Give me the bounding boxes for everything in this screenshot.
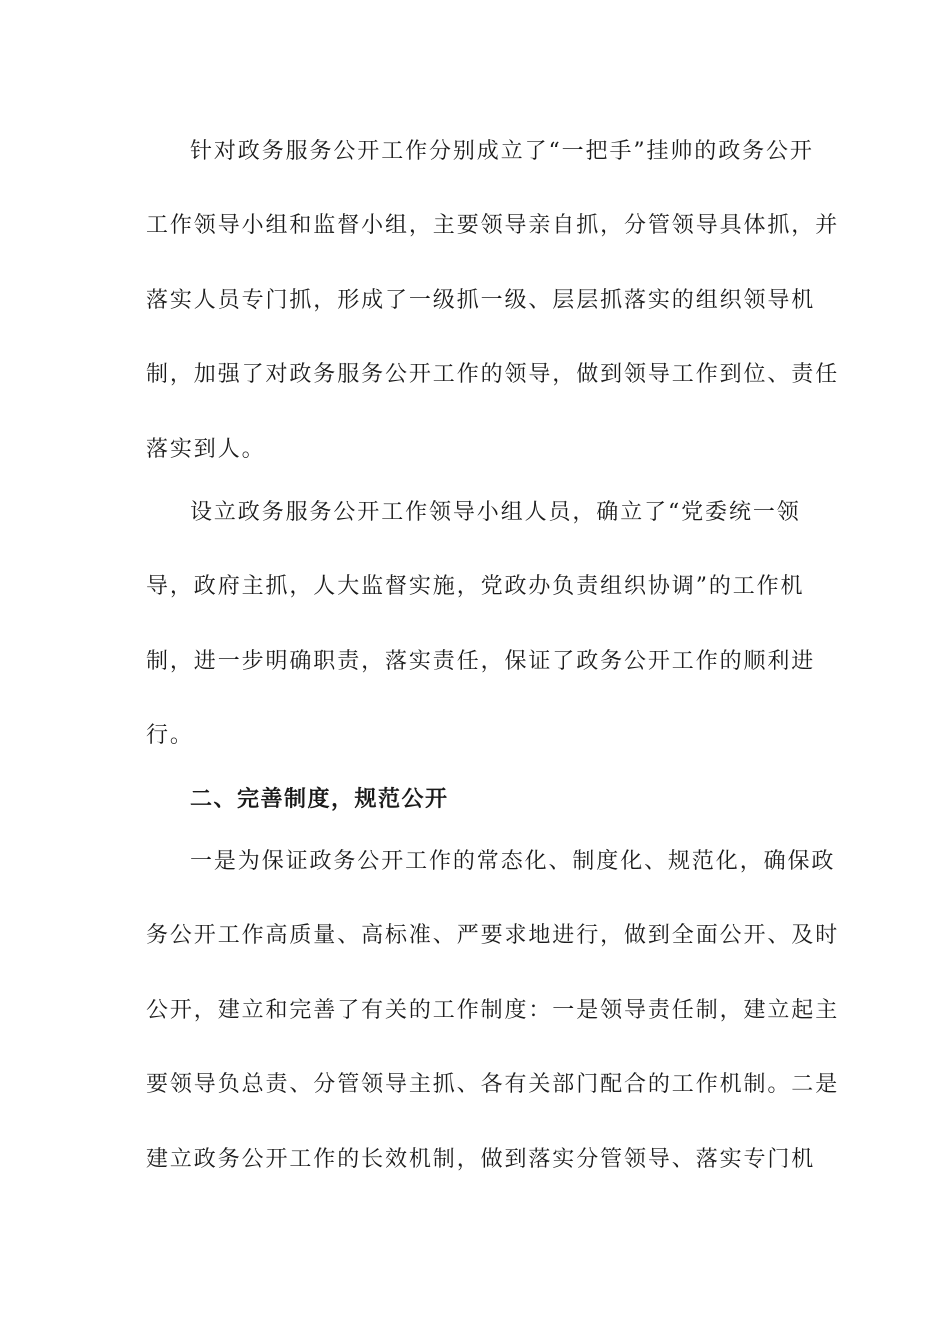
paragraph-3-line-2: 务公开工作高质量、高标准、严要求地进行，做到全面公开、及时 — [146, 923, 840, 948]
paragraph-2-line-4: 行。 — [146, 723, 194, 748]
paragraph-1-line-4: 制，加强了对政务服务公开工作的领导，做到领导工作到位、责任 — [146, 362, 840, 387]
paragraph-3-line-4: 要领导负总责、分管领导主抓、各有关部门配合的工作机制。二是 — [146, 1072, 840, 1097]
paragraph-2-line-1: 设立政务服务公开工作领导小组人员，确立了“党委统一领 — [190, 500, 801, 525]
paragraph-1-line-5: 落实到人。 — [146, 437, 266, 462]
paragraph-3-line-3: 公开，建立和完善了有关的工作制度：一是领导责任制，建立起主 — [146, 998, 840, 1023]
paragraph-3-line-1: 一是为保证政务公开工作的常态化、制度化、规范化，确保政 — [190, 849, 836, 874]
paragraph-2-line-3: 制，进一步明确职责，落实责任，保证了政务公开工作的顺利进 — [146, 649, 816, 674]
paragraph-3-line-5: 建立政务公开工作的长效机制，做到落实分管领导、落实专门机 — [146, 1147, 816, 1172]
section-heading: 二、完善制度，规范公开 — [190, 786, 449, 812]
paragraph-1-line-3: 落实人员专门抓，形成了一级抓一级、层层抓落实的组织领导机 — [146, 288, 816, 313]
paragraph-2-line-2: 导，政府主抓，人大监督实施，党政办负责组织协调”的工作机 — [146, 574, 805, 599]
paragraph-1-line-1: 针对政务服务公开工作分别成立了“一把手”挂帅的政务公开 — [190, 139, 814, 164]
paragraph-1-line-2: 工作领导小组和监督小组，主要领导亲自抓，分管领导具体抓，并 — [146, 213, 840, 238]
